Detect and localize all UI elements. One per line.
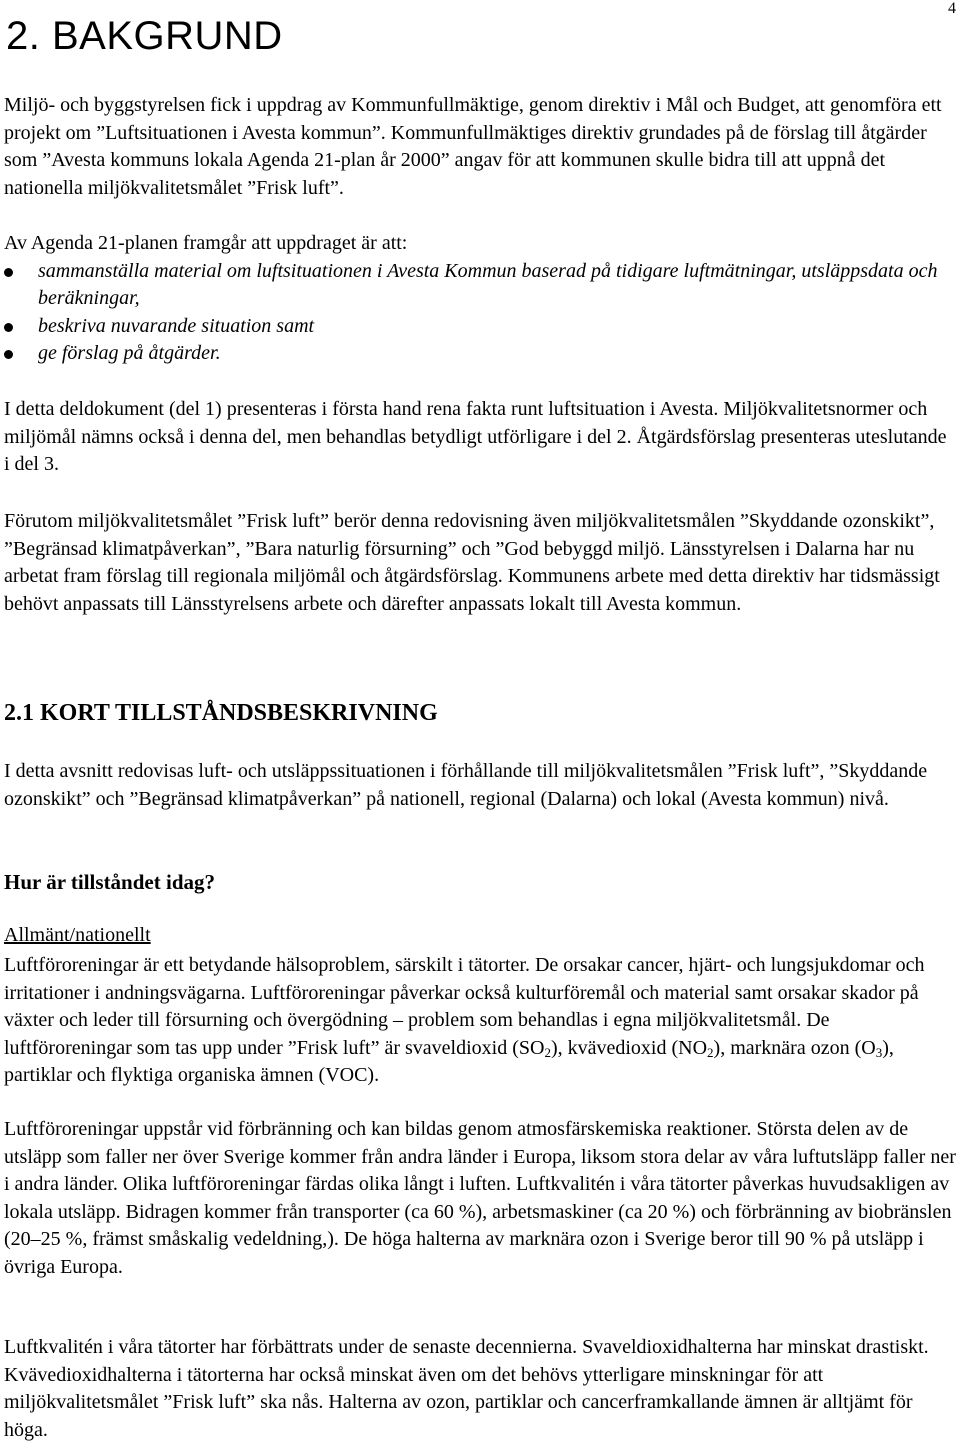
deldokument-paragraph xyxy=(4,396,956,479)
agenda-intro: Av Agenda 21-planen framgår att uppdraget är att: xyxy=(4,232,408,254)
pollution-paragraph xyxy=(4,952,956,1090)
section-intro-text: I detta avsnitt redovisas luft- och utsläppssituationen i förhållande till miljökvalitetsmålen ”Frisk luft”, ”Skyddande ozonskikt” och ”Begränsad klimatpåverkan” på nationell, regional (Dalarna) och lokal (Avesta kommun) nivå. xyxy=(4,760,928,810)
deldokument-text: I detta deldokument (del 1) presenteras i första hand rena fakta runt luftsituation i Avesta. Miljökvalitetsnormer och miljömål nämns också i denna del, men behandlas betydligt utförligare i del 2. Åtgärdsförslag presenteras uteslutande i del 3. xyxy=(4,398,947,475)
sources-text: Luftföroreningar uppstår vid förbränning och kan bildas genom atmosfärskemiska reaktioner. Största delen av de utsläpp som faller ner över Sverige kommer från andra länder i Europa, liksom stora delar av våra luftutsläpp faller ner i andra länder. Olika luftföroreningar färdas olika långt i luften. Luftkvalitén i våra tätorter påverkas huvudsakligen av lokala utsläpp. Bidragen kommer från transporter (ca 60 %), arbetsmaskiner (ca 20 %) och förbränning av biobränslen (20–25 %, främst småskalig vedeldning,). De höga halterna av marknära ozon i Sverige beror till 90 % på utsläpp i övriga Europa. xyxy=(4,1118,956,1278)
bullet-icon xyxy=(4,323,13,332)
agenda-block xyxy=(4,230,956,368)
question-heading: Hur är tillståndet idag? xyxy=(4,870,215,894)
list-item-text: beskriva nuvarande situation samt xyxy=(38,314,315,337)
bullet-icon xyxy=(4,268,13,277)
o3-subscript: 3 xyxy=(875,1044,883,1060)
list-item xyxy=(4,258,956,313)
intro-text: Miljö- och byggstyrelsen fick i uppdrag av Kommunfullmäktige, genom direktiv i Mål och Budget, att genomföra ett projekt om ”Luftsituationen i Avesta kommun”. Kommunfullmäktiges direktiv grundades på de förslag till åtgärder som ”Avesta kommuns lokala Agenda 21-plan år 2000” angav för att kommunen skulle bidra till att uppnå det nationella miljökvalitetsmålet ”Frisk luft”. xyxy=(4,94,942,199)
so2-subscript: 2 xyxy=(544,1044,551,1060)
improvement-paragraph xyxy=(4,1334,956,1444)
pollution-text-part: ), partiklar och flyktiga organiska ämnen (VOC). xyxy=(4,1036,894,1086)
forutom-text: Förutom miljökvalitetsmålet ”Frisk luft” berör denna redovisning även miljökvalitetsmålen ”Skyddande ozonskikt”, ”Begränsad klimatpåverkan”, ”Bara naturlig försurning” och ”God bebyggd miljö. Länsstyrelsen i Dalarna har nu arbetat fram förslag till regionala miljömål och åtgärdsförslag. Kommunens arbete med detta direktiv har tidsmässigt behövt anpassats till Länsstyrelsens arbete och därefter anpassats lokalt till Avesta kommun. xyxy=(4,510,940,615)
section-heading: 2.1 KORT TILLSTÅNDSBESKRIVNING xyxy=(4,700,438,726)
pollution-text-part: ), marknära ozon (O xyxy=(713,1036,876,1059)
bullet-icon xyxy=(4,350,13,359)
pollution-text xyxy=(4,952,956,1090)
no2-subscript: 2 xyxy=(707,1044,714,1060)
improvement-text: Luftkvalitén i våra tätorter har förbättrats under de senaste decennierna. Svaveldioxidhalterna har minskat drastiskt. Kvävedioxidhalterna i tätorterna har också minskat även om det behövs ytterligare minskningar för att miljökvalitetsmålet ”Frisk luft” ska nås. Halterna av ozon, partiklar och cancerframkallande ämnen är alltjämt för höga. xyxy=(4,1336,929,1441)
agenda-list xyxy=(4,258,956,368)
intro-paragraph xyxy=(4,92,956,202)
list-item-text: ge förslag på åtgärder. xyxy=(38,342,221,364)
pollution-text-part: ), kvävedioxid (NO xyxy=(550,1036,708,1059)
list-item xyxy=(4,340,956,368)
list-item xyxy=(4,313,956,341)
page-number: 4 xyxy=(948,0,956,17)
chapter-heading: 2. BAKGRUND xyxy=(6,14,283,58)
subheading: Allmänt/nationellt xyxy=(4,924,151,946)
section-intro xyxy=(4,758,956,813)
list-item-text: sammanställa material om luftsituationen i Avesta Kommun baserad på tidigare luftmätningar, utsläppsdata och beräkningar, xyxy=(38,259,938,309)
forutom-paragraph xyxy=(4,508,956,618)
sources-paragraph xyxy=(4,1116,956,1281)
pollution-text-part: Luftföroreningar är ett betydande hälsoproblem, särskilt i tätorter. De orsakar cancer, hjärt- och lungsjukdomar och irritationer i andningsvägarna. Luftföroreningar påverkar också kulturföremål och material samt orsakar skador på växter och leder till försurning och övergödning – problem som behandlas i egna miljökvalitetsmål. De luftföroreningar som tas upp under ”Frisk luft” är svaveldioxid (SO xyxy=(4,954,925,1059)
